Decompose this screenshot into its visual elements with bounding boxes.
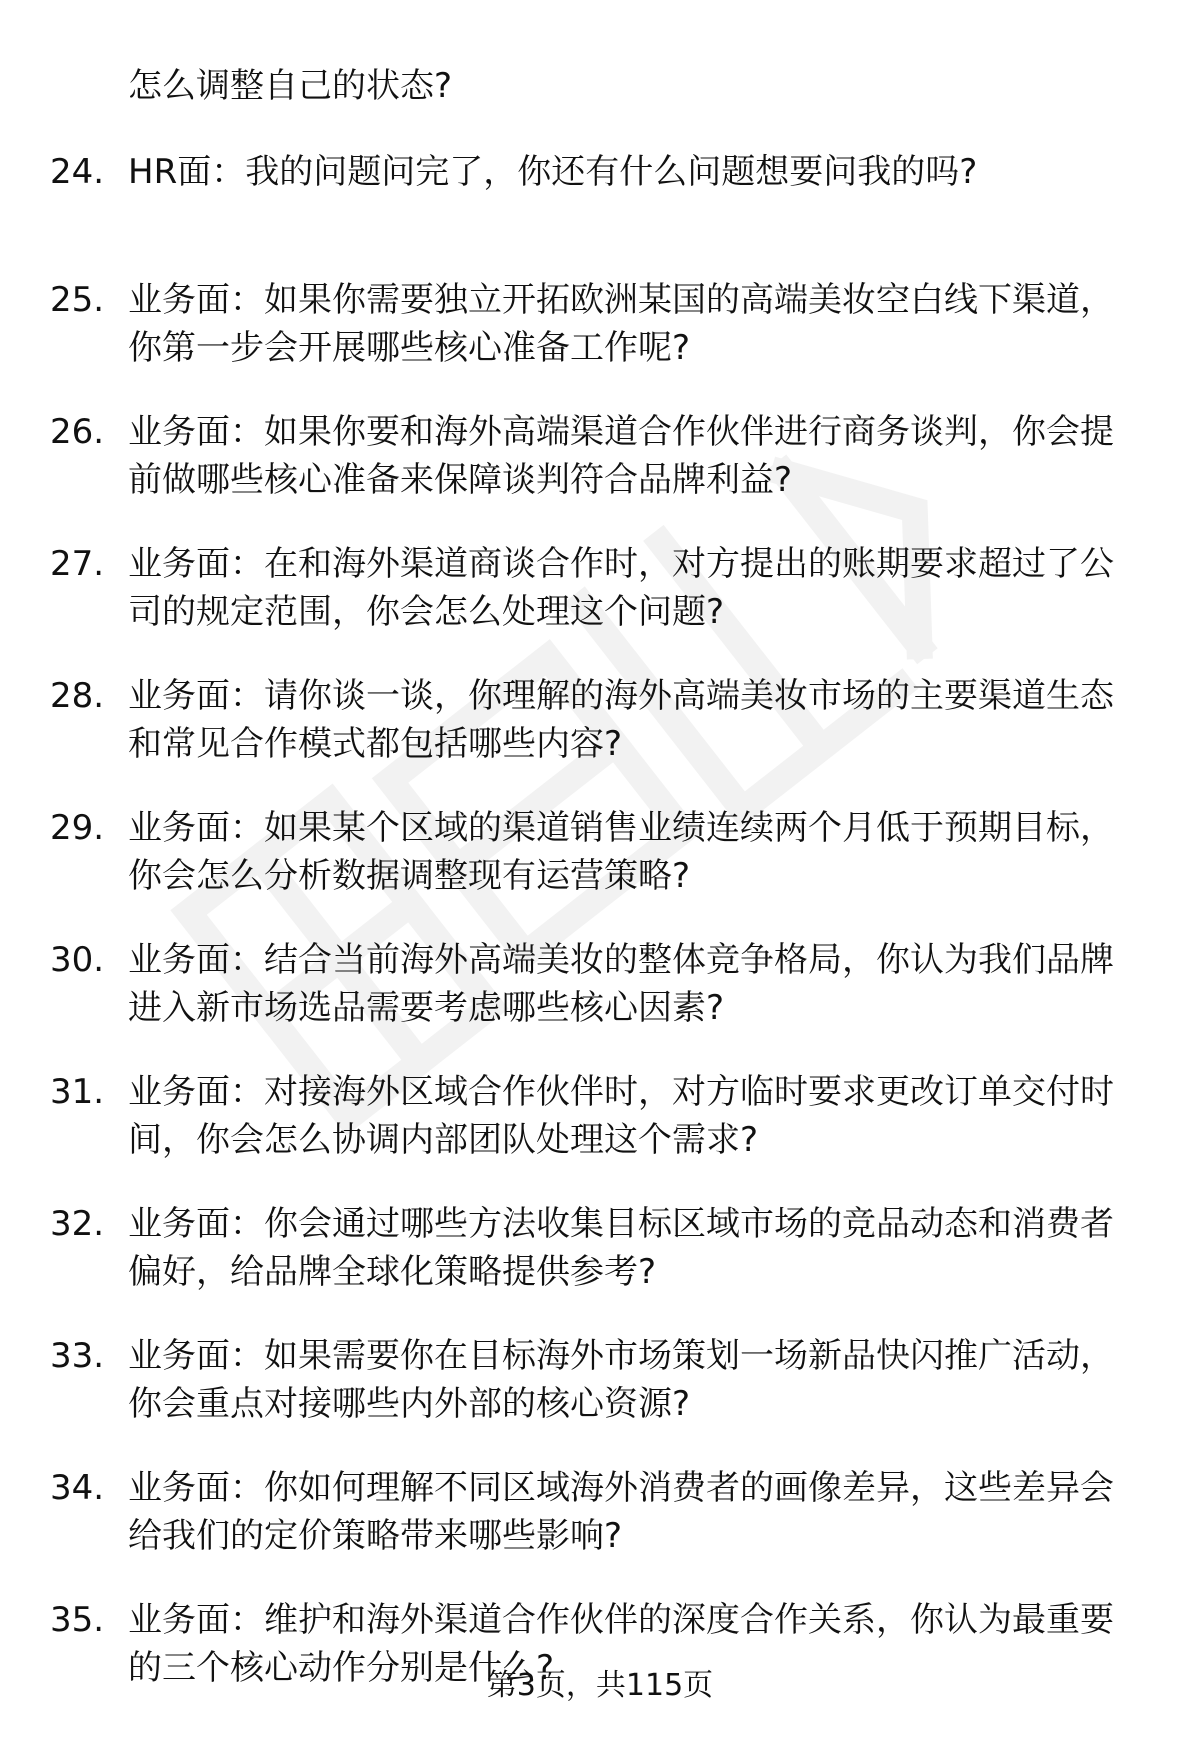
list-item: [0, 1332, 1200, 1464]
list-item: [0, 540, 1200, 672]
question-text: 业务面：在和海外渠道商谈合作时，对方提出的账期要求超过了公司的规定范围，你会怎么处理这个问题?: [128, 544, 1114, 632]
question-number: 28.: [50, 676, 105, 716]
list-item: [0, 936, 1200, 1068]
question-text: 业务面：如果某个区域的渠道销售业绩连续两个月低于预期目标，你会怎么分析数据调整现有运营策略?: [128, 808, 1114, 896]
question-text: HR面：我的问题问完了，你还有什么问题想要问我的吗?: [128, 152, 978, 192]
question-number: 26.: [50, 412, 105, 452]
question-number: 32.: [50, 1204, 105, 1244]
question-text: 业务面：对接海外区域合作伙伴时，对方临时要求更改订单交付时间，你会怎么协调内部团队处理这个需求?: [128, 1072, 1114, 1160]
question-text: 业务面：你会通过哪些方法收集目标区域市场的竞品动态和消费者偏好，给品牌全球化策略提供参考?: [128, 1204, 1114, 1292]
question-number: 30.: [50, 940, 105, 980]
question-number: 31.: [50, 1072, 105, 1112]
list-item: [0, 148, 1200, 276]
list-item: [0, 276, 1200, 408]
question-text: 业务面：如果你需要独立开拓欧洲某国的高端美妆空白线下渠道，你第一步会开展哪些核心准备工作呢?: [128, 280, 1114, 368]
question-number: 35.: [50, 1600, 105, 1640]
question-text: 业务面：请你谈一谈，你理解的海外高端美妆市场的主要渠道生态和常见合作模式都包括哪些内容?: [128, 676, 1114, 764]
question-text: 业务面：如果你要和海外高端渠道合作伙伴进行商务谈判，你会提前做哪些核心准备来保障谈判符合品牌利益?: [128, 412, 1114, 500]
question-text: 业务面：维护和海外渠道合作伙伴的深度合作关系，你认为最重要的三个核心动作分别是什么?: [128, 1600, 1114, 1688]
page-footer: 第3页，共115页: [486, 1668, 714, 1703]
question-number: 33.: [50, 1336, 105, 1376]
question-number: 24.: [50, 152, 105, 192]
list-item: [0, 1068, 1200, 1200]
question-text: 业务面：结合当前海外高端美妆的整体竞争格局，你认为我们品牌进入新市场选品需要考虑哪些核心因素?: [128, 940, 1114, 1028]
list-item: [0, 1464, 1200, 1596]
question-text: 业务面：如果需要你在目标海外市场策划一场新品快闪推广活动，你会重点对接哪些内外部的核心资源?: [128, 1336, 1114, 1424]
question-number: 25.: [50, 280, 105, 320]
list-item: [0, 672, 1200, 804]
list-item: [0, 804, 1200, 936]
previous-question-continuation: 怎么调整自己的状态?: [128, 66, 453, 106]
list-item: [0, 408, 1200, 540]
list-item: [0, 1200, 1200, 1332]
list-item: [0, 1596, 1200, 1728]
question-number: 34.: [50, 1468, 105, 1508]
question-text: 业务面：你如何理解不同区域海外消费者的画像差异，这些差异会给我们的定价策略带来哪些影响?: [128, 1468, 1114, 1556]
question-number: 29.: [50, 808, 105, 848]
question-number: 27.: [50, 544, 105, 584]
question-list: [0, 148, 1200, 1728]
